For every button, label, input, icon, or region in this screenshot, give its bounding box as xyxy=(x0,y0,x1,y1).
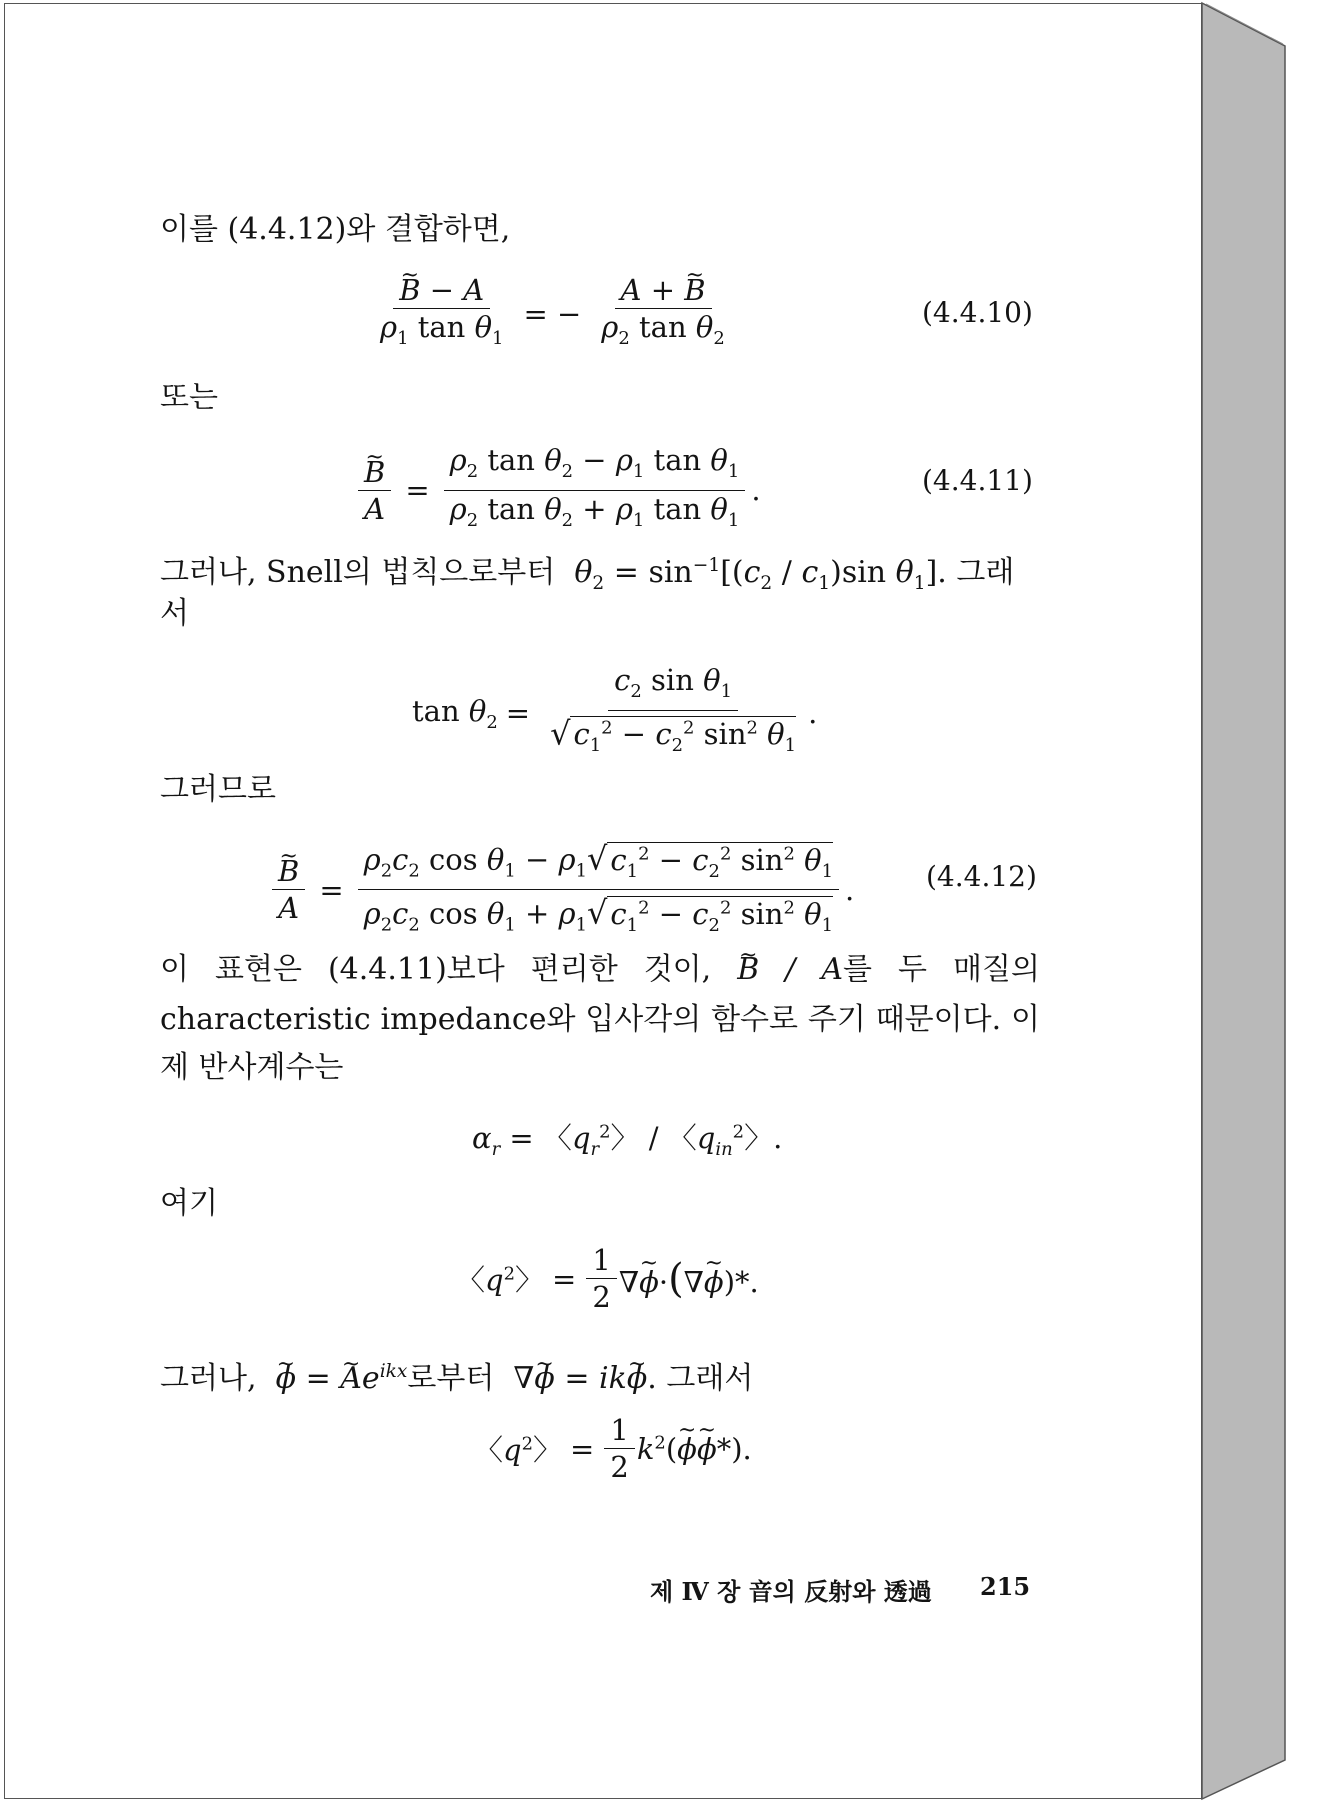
equation-tan-theta2: $\tan \theta_2$ = $\frac{c_2 \sin \theta_1}{√ c_1^2 - c_2^2 \sin^2 \theta_1}$ . xyxy=(412,663,818,757)
snell-suffix: . 그래 xyxy=(937,555,1015,590)
paragraph-line-2: characteristic impedance와 입사각의 함수로 주기 때문이다. 이 xyxy=(160,1002,1040,1037)
equation-reflection-coefficient: $\alpha_r$ = 〈$q_r^2$〉 / 〈$q_{in}^2$〉. xyxy=(472,1121,783,1160)
however-line: 그러나, ~ ϕ = ~ $Ae^{ikx}$로부터 ∇~ ϕ = ik~ ϕ. 그래서 xyxy=(160,1354,753,1397)
equation-number-4-4-10: (4.4.10) xyxy=(922,296,1033,329)
word-or: 또는 xyxy=(160,380,218,415)
snell-prefix: 그러나, Snell의 법칙으로부터 xyxy=(160,555,556,590)
snell-line xyxy=(160,548,1014,602)
paragraph-line-1 xyxy=(160,944,1040,996)
here: 여기 xyxy=(160,1186,218,1221)
equation-number-4-4-12: (4.4.12) xyxy=(926,860,1037,893)
para-inline-ratio: ~ B / A xyxy=(737,952,843,987)
equation-number-4-4-11: (4.4.11) xyxy=(922,464,1033,497)
however2-prefix: 그러나, xyxy=(160,1361,257,1396)
however2-mid: 로부터 xyxy=(407,1361,495,1396)
however2-suffix: . 그래서 xyxy=(647,1361,754,1396)
snell-inline-formula: $\theta_2 = \sin^{-1}[(c_2 / c_1)\sin$ $\theta_1$] xyxy=(574,555,938,594)
equation-intensity-gradient: 〈$q^2$〉 = $\frac{1}{2}$ ∇~ ϕ·(∇~ ϕ)*. xyxy=(456,1244,759,1313)
equation-4-4-11: ~ $\frac{B}{A}$ = $\frac{\rho_2 \tan \theta_2 - \rho_1 \tan \theta_1}{\rho_2 \tan \theta_2 + \rho_1 \tan \theta_1}$ . xyxy=(352,444,761,537)
intro-line: 이를 (4.4.12)와 결합하면, xyxy=(160,212,511,247)
page-number: 215 xyxy=(980,1572,1031,1601)
equation-4-4-10: ~ $\frac{B - A}{\rho_1 \tan \theta_1}$ = − $\frac{A + \sim B}{\rho_2 \tan \theta_2}$ xyxy=(368,274,737,355)
equation-4-4-12: ~ $\frac{B}{A}$ = $\frac{\rho_2c_2 \cos \theta_1 - \rho_1√ c_1^2 - c_2^2 \sin^2 \theta_1}{\rho_2c_2 \cos \theta_1 + \rho_1√ c_1^2 - c_2^2 \sin^2 \theta_1}$ . xyxy=(266,838,854,942)
para-line1: 이 표현은 (4.4.11)보다 편리한 것이, xyxy=(160,952,712,987)
equation-intensity-final: 〈$q^2$〉 = $\frac{1}{2}$ $k^2(\sim$ ϕ~ ϕ*). xyxy=(474,1414,752,1483)
paragraph-line-3: 제 반사계수는 xyxy=(160,1050,344,1085)
snell-wrap: 서 xyxy=(160,596,189,631)
running-footer-chapter: 제 Ⅳ 장 音의 反射와 透過 xyxy=(650,1577,932,1606)
para-line1-end: 를 두 매질의 xyxy=(843,952,1040,987)
therefore: 그러므로 xyxy=(160,772,276,807)
